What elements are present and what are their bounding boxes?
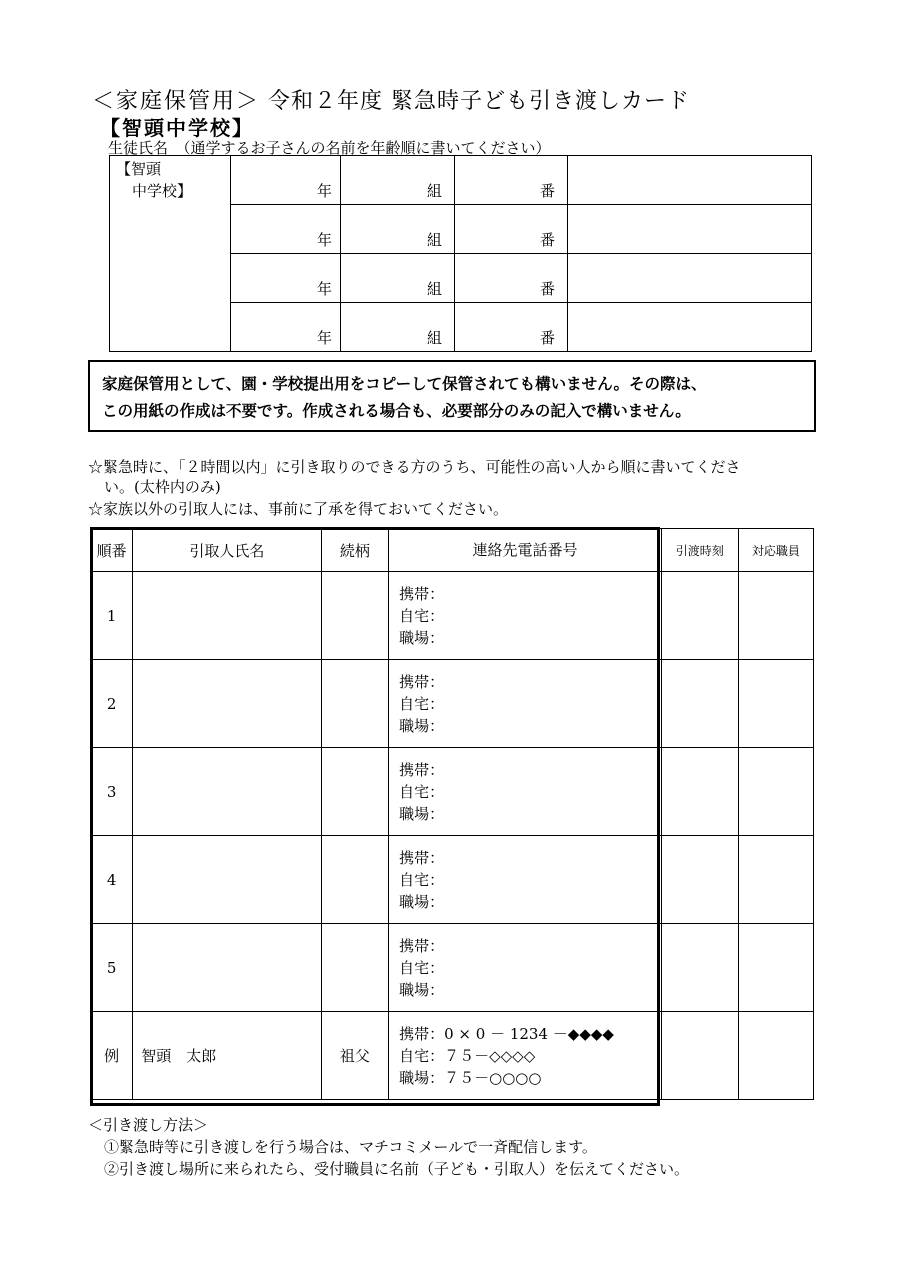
work-label: 職場： (399, 892, 445, 911)
pickup-contact-table (90, 528, 814, 1100)
mobile-label: 携帯： (399, 848, 445, 867)
number-field[interactable] (455, 303, 568, 352)
number-label: 番 (539, 182, 555, 200)
method-item-1: ①緊急時等に引き渡しを行う場合は、マチコミメールで一斉配信します。 (104, 1138, 597, 1156)
pickup-name-field[interactable] (133, 660, 321, 748)
method-title: ＜引き渡し方法＞ (88, 1116, 209, 1134)
number-field[interactable] (455, 254, 568, 303)
class-label: 組 (426, 182, 442, 200)
school-heading: 【智頭中学校】 (100, 116, 254, 140)
class-label: 組 (426, 231, 442, 249)
home-label: 自宅： (399, 870, 445, 889)
student-name-field[interactable] (568, 303, 812, 352)
phone-field[interactable] (389, 924, 662, 1012)
class-label: 組 (426, 280, 442, 298)
handover-time-field[interactable] (661, 748, 738, 836)
header-relation: 続柄 (321, 529, 388, 572)
grade-field[interactable] (231, 254, 341, 303)
handover-time-field[interactable] (661, 836, 738, 924)
relation-field[interactable] (321, 924, 388, 1012)
mobile-label: 携帯： (399, 672, 445, 691)
table-row (91, 836, 814, 924)
phone-field[interactable] (389, 572, 662, 660)
number-field[interactable] (455, 156, 568, 205)
notice-line1: 家庭保管用として、園・学校提出用をコピーして保管されても構いません。その際は、 (102, 375, 707, 393)
mobile-label: 携帯： (399, 584, 445, 603)
grade-label: 年 (316, 182, 332, 200)
mobile-label: 携帯： (399, 936, 445, 955)
work-label: 職場： (399, 716, 445, 735)
table-row (91, 924, 814, 1012)
home-label: 自宅： (399, 606, 445, 625)
example-relation: 祖父 (321, 1012, 388, 1100)
pickup-name-field[interactable] (133, 572, 321, 660)
grade-label: 年 (316, 280, 332, 298)
staff-field[interactable] (738, 660, 813, 748)
staff-field[interactable] (738, 924, 813, 1012)
grade-field[interactable] (231, 156, 341, 205)
example-staff (738, 1012, 813, 1100)
grade-label: 年 (316, 231, 332, 249)
pickup-name-field[interactable] (133, 748, 321, 836)
notice-line2: この用紙の作成は不要です。作成される場合も、必要部分のみの記入で構いません。 (102, 402, 691, 420)
class-field[interactable] (341, 156, 455, 205)
header-staff: 対応職員 (738, 529, 813, 572)
header-phone: 連絡先電話番号 (389, 529, 662, 572)
example-time (661, 1012, 738, 1100)
header-name: 引取人氏名 (133, 529, 321, 572)
class-field[interactable] (341, 254, 455, 303)
row-number: 3 (91, 748, 133, 836)
school-cell (110, 156, 231, 352)
table-row (91, 572, 814, 660)
staff-field[interactable] (738, 572, 813, 660)
work-label: 職場： (399, 804, 445, 823)
class-label: 組 (426, 329, 442, 347)
grade-label: 年 (316, 329, 332, 347)
relation-field[interactable] (321, 836, 388, 924)
student-name-field[interactable] (568, 156, 812, 205)
header-order: 順番 (91, 529, 133, 572)
table-row (91, 660, 814, 748)
example-work: 職場：７５－○○○○ (399, 1068, 542, 1087)
row-number: 5 (91, 924, 133, 1012)
number-label: 番 (539, 329, 555, 347)
class-field[interactable] (341, 205, 455, 254)
handover-time-field[interactable] (661, 924, 738, 1012)
student-name-label: 生徒氏名 （通学するお子さんの名前を年齢順に書いてください） (108, 139, 551, 157)
student-name-field[interactable] (568, 205, 812, 254)
work-label: 職場： (399, 980, 445, 999)
example-mobile: 携帯：0 × 0 － 1234 －◆◆◆◆ (399, 1024, 614, 1043)
pickup-name-field[interactable] (133, 836, 321, 924)
pickup-name-field[interactable] (133, 924, 321, 1012)
example-label: 例 (91, 1012, 133, 1100)
mobile-label: 携帯： (399, 760, 445, 779)
grade-field[interactable] (231, 205, 341, 254)
row-number: 2 (91, 660, 133, 748)
relation-field[interactable] (321, 660, 388, 748)
phone-field[interactable] (389, 836, 662, 924)
home-label: 自宅： (399, 694, 445, 713)
handover-time-field[interactable] (661, 660, 738, 748)
grade-field[interactable] (231, 303, 341, 352)
handover-time-field[interactable] (661, 572, 738, 660)
home-storage-label: ＜家庭保管用＞ (92, 89, 261, 114)
relation-field[interactable] (321, 748, 388, 836)
class-field[interactable] (341, 303, 455, 352)
card-title: 令和２年度 緊急時子ども引き渡しカード (268, 89, 691, 114)
notice-box (88, 360, 816, 432)
note-priority: ☆緊急時に、「２時間以内」に引き取りのできる方のうち、可能性の高い人から順に書いてくださ (88, 458, 741, 476)
phone-field[interactable] (389, 748, 662, 836)
staff-field[interactable] (738, 836, 813, 924)
work-label: 職場： (399, 628, 445, 647)
row-number: 1 (91, 572, 133, 660)
relation-field[interactable] (321, 572, 388, 660)
home-label: 自宅： (399, 782, 445, 801)
example-name: 智頭 太郎 (133, 1012, 321, 1100)
school-line2: 中学校】 (132, 182, 193, 200)
document-title (92, 84, 690, 115)
table-header-row (91, 529, 814, 572)
note-priority-cont: い。(太枠内のみ) (104, 478, 221, 496)
staff-field[interactable] (738, 748, 813, 836)
phone-field[interactable] (389, 660, 662, 748)
student-name-field[interactable] (568, 254, 812, 303)
student-table (109, 155, 812, 352)
table-row (91, 748, 814, 836)
number-label: 番 (539, 231, 555, 249)
example-home: 自宅：７５－◇◇◇◇ (399, 1046, 536, 1065)
number-label: 番 (539, 280, 555, 298)
student-row (110, 156, 812, 205)
method-item-2: ②引き渡し場所に来られたら、受付職員に名前（子ども・引取人）を伝えてください。 (104, 1160, 690, 1178)
number-field[interactable] (455, 205, 568, 254)
home-label: 自宅： (399, 958, 445, 977)
example-row (91, 1012, 814, 1100)
note-consent: ☆家族以外の引取人には、事前に了承を得ておいてください。 (88, 500, 509, 518)
row-number: 4 (91, 836, 133, 924)
example-phone (389, 1012, 662, 1100)
header-handover-time: 引渡時刻 (661, 529, 738, 572)
school-line1: 【智頭 (116, 160, 162, 178)
